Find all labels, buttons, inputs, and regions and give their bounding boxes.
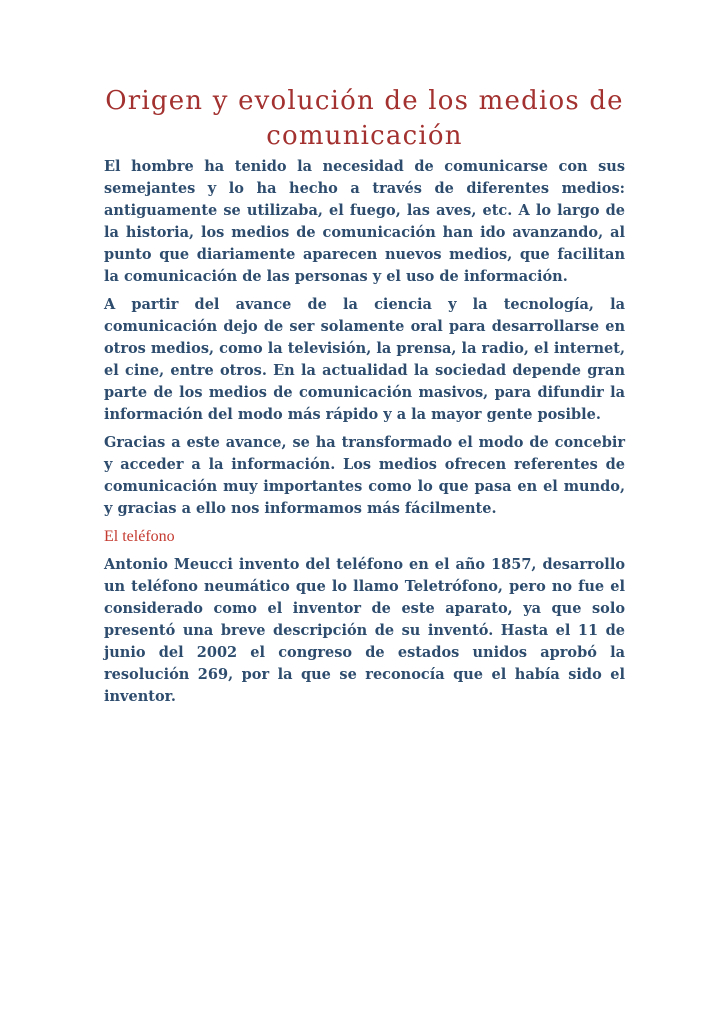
intro-paragraph: El hombre ha tenido la necesidad de comunicarse con sus semejantes y lo ha hecho a través de diferentes medios: antiguamente se utilizaba, el fuego, las aves, etc. A lo largo de la historia, los medios de comunicación han ido avanzando, al punto que diariamente aparecen nuevos medios, que facilitan la comunicación de las personas y el uso de información. xyxy=(104,158,625,285)
section-heading-telefono: El teléfono xyxy=(104,528,175,545)
document-page xyxy=(104,84,625,708)
telefono-paragraph: Antonio Meucci invento del teléfono en el año 1857, desarrollo un teléfono neumático que lo llamo Teletrófono, pero no fue el considerado como el inventor de este aparato, ya que solo presentó una breve descripción de su inventó. Hasta el 11 de junio del 2002 el congreso de estados unidos aprobó la resolución 269, por la que se reconocía que el había sido el inventor. xyxy=(104,556,625,705)
technology-paragraph: A partir del avance de la ciencia y la tecnología, la comunicación dejo de ser solamente oral para desarrollarse en otros medios, como la televisión, la prensa, la radio, el internet, el cine, entre otros. En la actualidad la sociedad depende gran parte de los medios de comunicación masivos, para difundir la información del modo más rápido y a la mayor gente posible. xyxy=(104,296,625,423)
information-access-paragraph: Gracias a este avance, se ha transformado el modo de concebir y acceder a la información. Los medios ofrecen referentes de comunicación muy importantes como lo que pasa en el mundo, y gracias a ello nos informamos más fácilmente. xyxy=(104,434,625,517)
document-title: Origen y evolución de los medios de comunicación xyxy=(105,86,624,151)
